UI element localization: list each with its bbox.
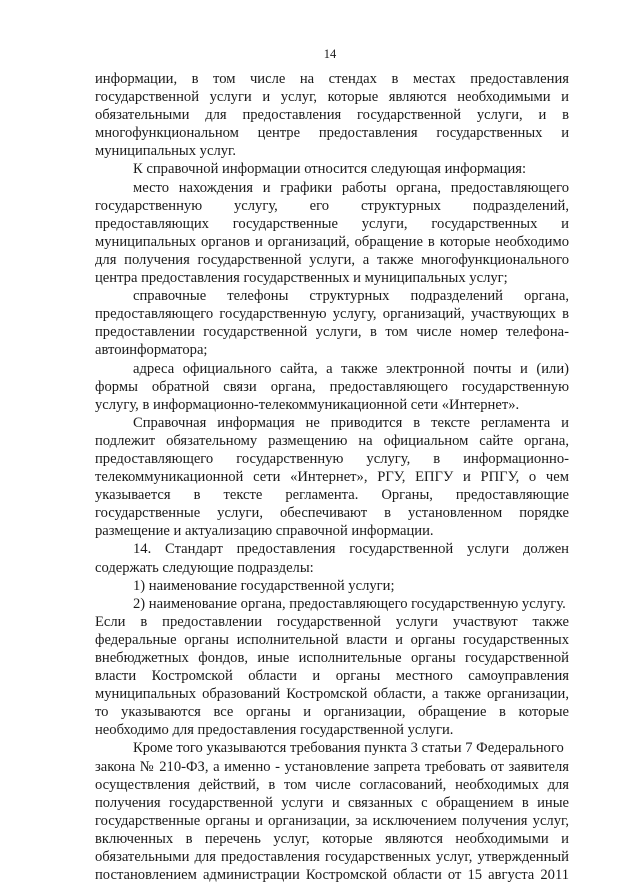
text-line: формы обратной связи органа, предоставляющего государственную — [95, 378, 569, 395]
text-line: государственные органы и организации, за исключением получения услуг, — [95, 812, 569, 829]
text-line: закона № 210-ФЗ, а именно - установление запрета требовать от заявителя — [95, 758, 569, 775]
text-line: подлежит обязательному размещению на официальном сайте органа, — [95, 432, 569, 449]
text-line: многофункциональном центре предоставления государственных и — [95, 125, 569, 142]
text-line: внебюджетных фондов, иные исполнительные органы государственной — [95, 650, 569, 666]
text-line: 1) наименование государственной услуги; — [133, 577, 395, 594]
text-line: 2) наименование органа, предоставляющего государственную услугу. — [133, 595, 566, 612]
text-line: справочные телефоны структурных подразделений органа, — [133, 288, 569, 305]
text-line: постановлением администрации Костромской области от 15 августа 2011 — [95, 867, 569, 884]
text-line: муниципальных услуг. — [95, 143, 237, 160]
text-line: муниципальных образований Костромской области, а также организации, — [95, 686, 569, 703]
text-line: предоставляющего государственную услугу, в информационно- — [95, 450, 569, 467]
text-line: то указываются все органы и организации, обращение в которые — [95, 704, 569, 721]
text-line: федеральные органы исполнительной власти и органы государственных — [95, 631, 569, 648]
text-line: 14. Стандарт предоставления государственной услуги должен — [133, 541, 569, 558]
text-line: включенных в перечень услуг, которые являются необходимыми и — [95, 830, 569, 847]
text-line: адреса официального сайта, а также электронной почты и (или) — [133, 360, 569, 377]
text-line: государственной услуги и услуг, которые являются необходимыми и — [95, 89, 569, 106]
text-line: предоставляющего государственную услугу, организаций, участвующих в — [95, 306, 569, 323]
text-line: государственную услугу, его структурных подразделений, — [95, 197, 569, 214]
text-line: автоинформатора; — [95, 342, 208, 359]
text-line: Если в предоставлении государственной услуги участвуют также — [95, 613, 569, 630]
text-line: информации, в том числе на стендах в местах предоставления — [95, 71, 569, 87]
text-line: осуществления действий, в том числе согласований, необходимых для — [95, 776, 569, 793]
text-line: Кроме того указываются требования пункта 3 статьи 7 Федерального — [133, 740, 564, 757]
text-line: обязательными для предоставления государственных услуг, утвержденный — [95, 849, 569, 866]
text-line: место нахождения и графики работы органа, предоставляющего — [133, 179, 569, 196]
text-line: К справочной информации относится следующая информация: — [133, 161, 527, 178]
text-line: для получения государственной услуги, а также многофункционального — [95, 251, 569, 268]
text-line: указывается в тексте регламента. Органы, предоставляющие — [95, 487, 569, 504]
page-number: 14 — [323, 47, 337, 61]
text-line: государственные услуги, обеспечивают в установленном порядке — [95, 505, 569, 522]
text-line: необходимо для предоставления государственной услуги. — [95, 722, 454, 739]
text-line: размещение и актуализацию справочной информации. — [95, 523, 434, 540]
text-line: получения государственной услуги и связанных с обращением в иные — [95, 794, 569, 811]
text-line: предоставлении государственной услуги, в том числе номер телефона- — [95, 324, 569, 341]
text-line: муниципальных органов и организаций, обращение в которые необходимо — [95, 233, 569, 250]
text-line: Справочная информация не приводится в тексте регламента и — [133, 414, 569, 431]
text-line: услугу, в информационно-телекоммуникационной сети «Интернет». — [95, 396, 520, 413]
document-body — [95, 70, 569, 884]
text-line: обязательными для предоставления государственной услуги, и в — [95, 107, 569, 124]
text-line: власти Костромской области и органы местного самоуправления — [95, 668, 569, 685]
text-line: предоставляющих государственные услуги, государственных и — [95, 215, 569, 232]
text-line: телекоммуникационной сети «Интернет», РГУ, ЕПГУ и РПГУ, о чем — [95, 469, 569, 486]
text-line: центра предоставления государственных и муниципальных услуг; — [95, 270, 508, 287]
text-line: содержать следующие подразделы: — [95, 559, 314, 576]
